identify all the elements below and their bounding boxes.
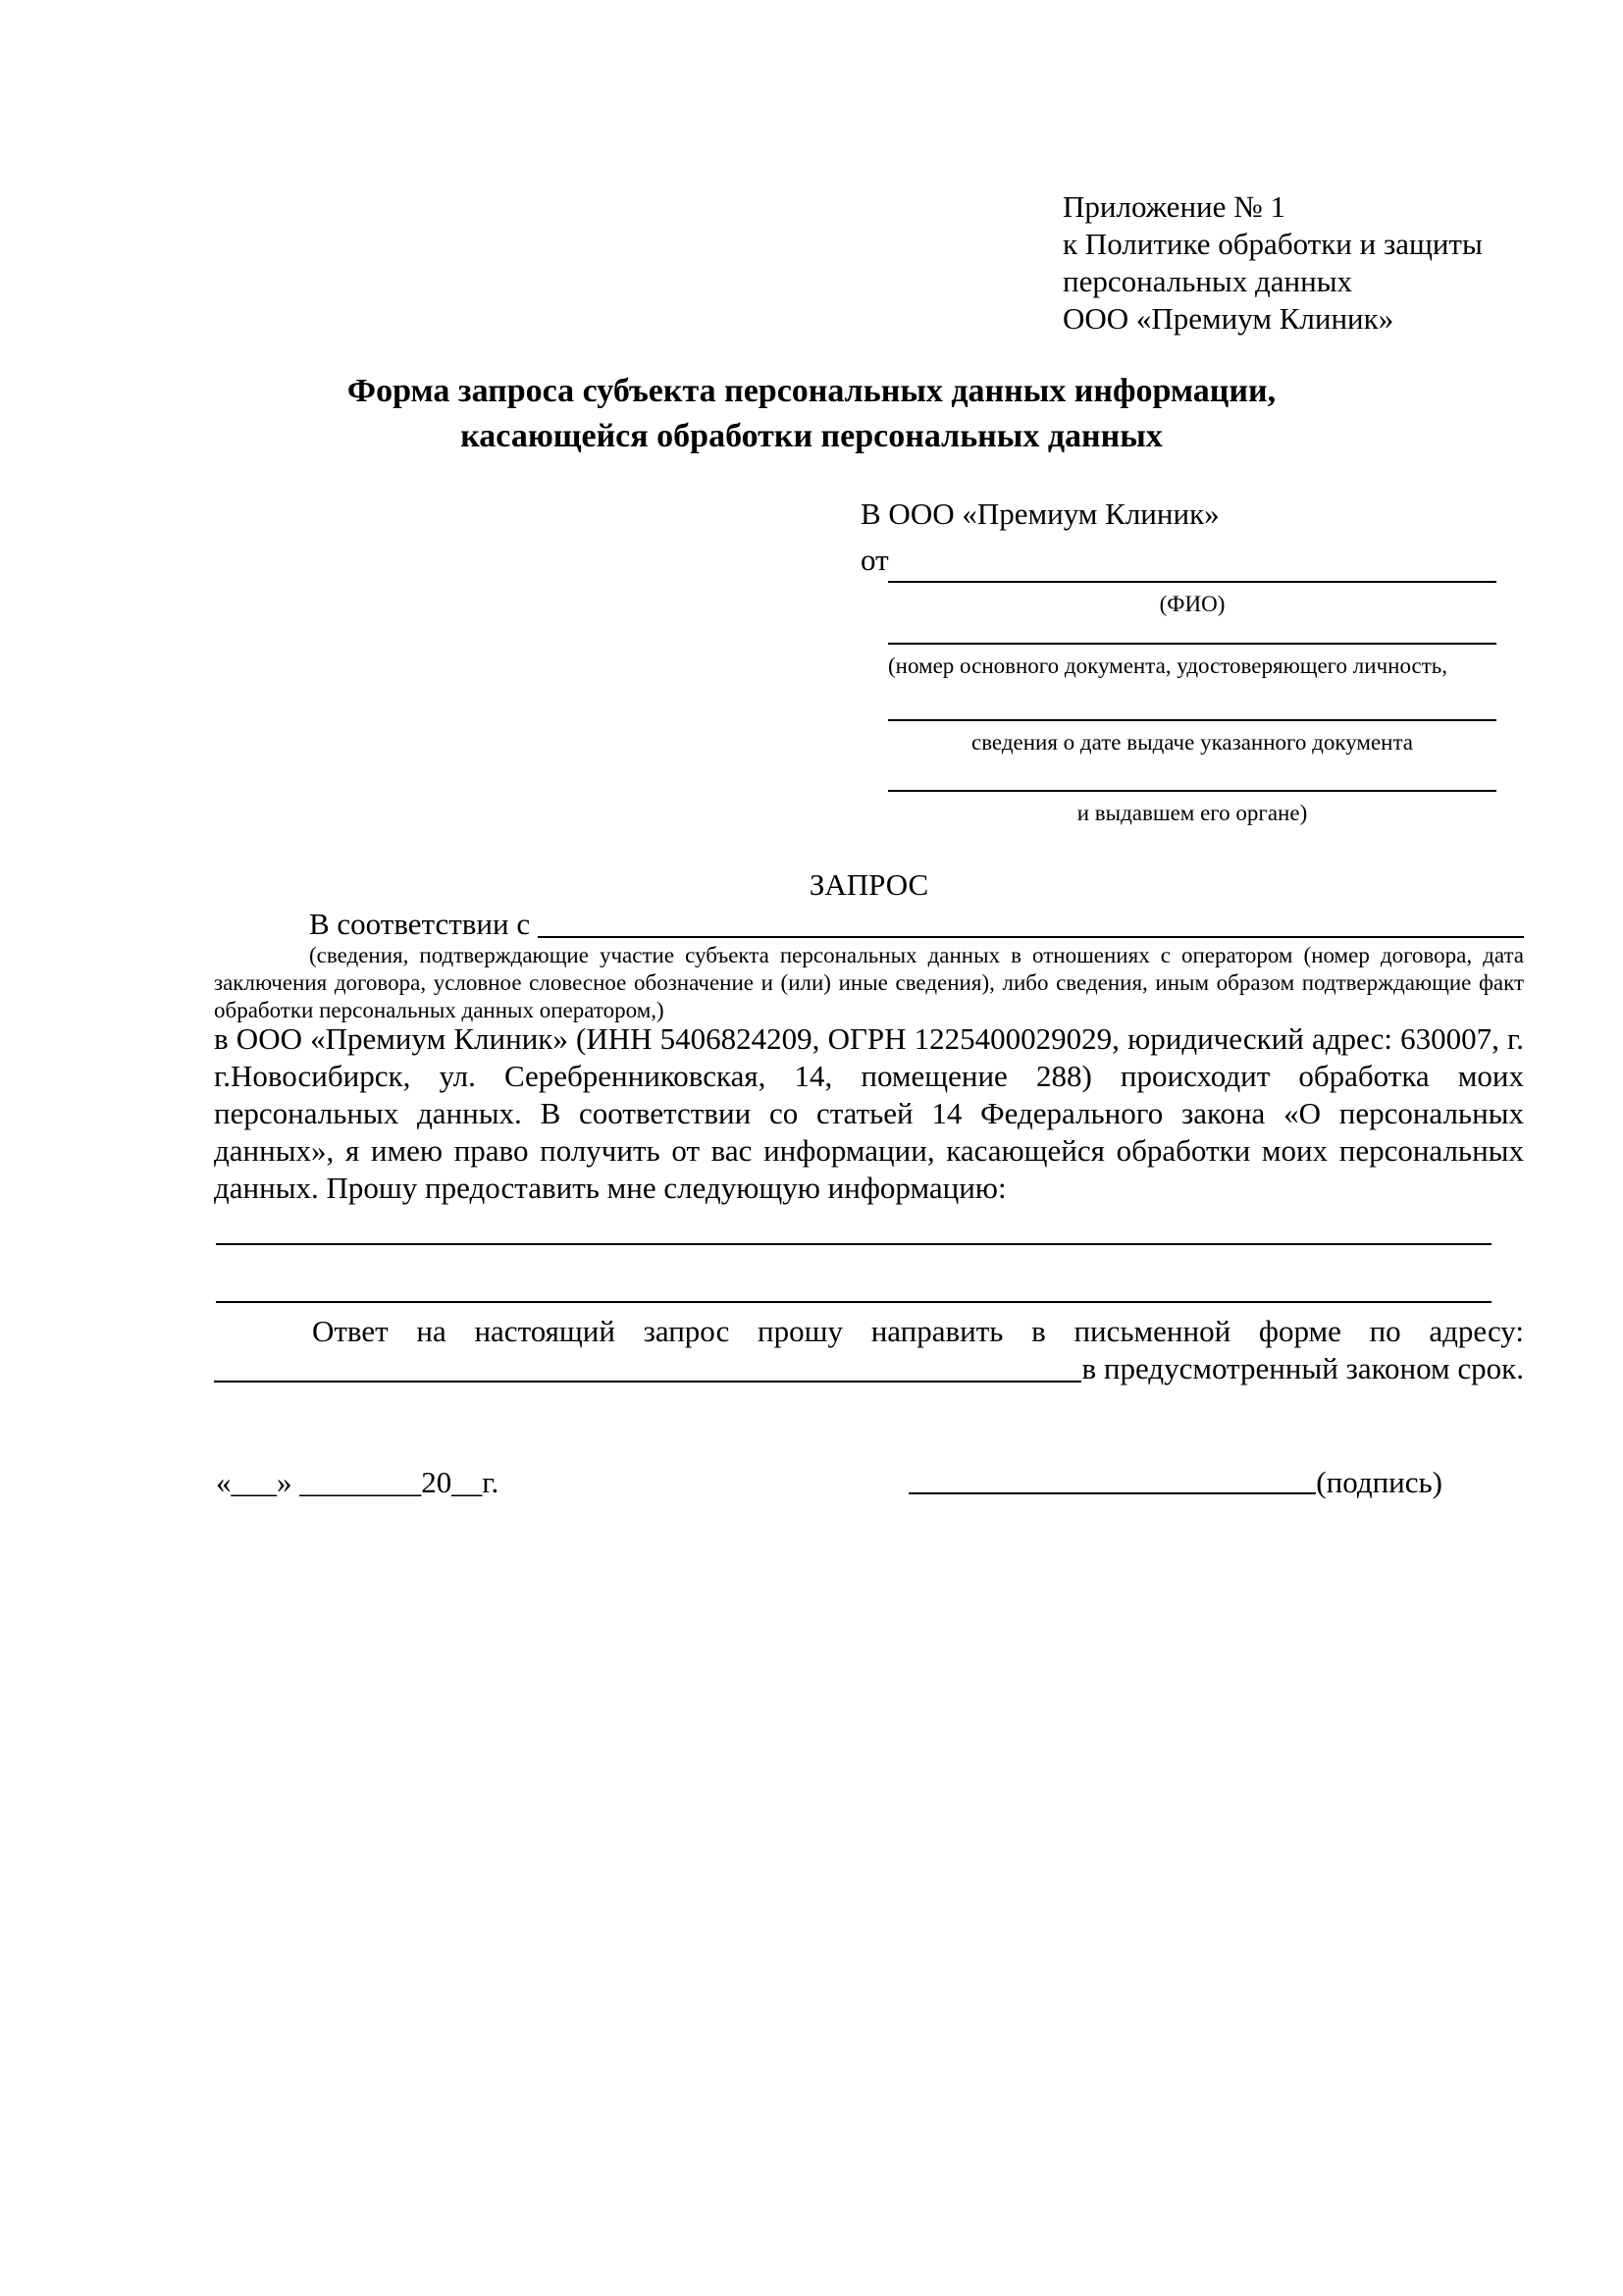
fio-write-line[interactable] xyxy=(888,581,1496,583)
document-title xyxy=(0,369,1623,459)
date-signature-row xyxy=(216,1464,1525,1501)
document-number-write-line[interactable] xyxy=(888,643,1496,645)
addressee-organization: В ООО «Премиум Клиник» xyxy=(861,496,1220,531)
basis-note: (сведения, подтверждающие участие субъекта персональных данных в отношениях с оператором (номер договора, дата заключения договора, условное словесное обозначение и (или) иные сведения), либо сведения, иным образом подтверждающие факт обработки персональных данных оператором,) xyxy=(214,943,1524,1022)
basis-lead-text: В соответствии с xyxy=(309,907,531,941)
document-number-caption: (номер основного документа, удостоверяющего личность, xyxy=(888,653,1448,678)
appendix-header-line: Приложение № 1 xyxy=(1063,189,1285,224)
basis-row xyxy=(214,906,1524,943)
signature-caption: (подпись) xyxy=(1316,1465,1442,1499)
document-issuer-caption: и выдавшем его органе) xyxy=(1076,801,1308,825)
document-title-line2: касающейся обработки персональных данных xyxy=(460,418,1163,454)
addressee-from-label: от xyxy=(861,543,889,577)
fio-caption: (ФИО) xyxy=(1159,592,1226,616)
requested-info-write-line-1[interactable] xyxy=(216,1243,1492,1245)
signature-group xyxy=(909,1464,1442,1501)
reply-address-write-line[interactable] xyxy=(214,1350,1081,1383)
reply-address-row xyxy=(214,1350,1524,1387)
appendix-header-line: к Политике обработки и защиты xyxy=(1063,227,1483,261)
requested-info-write-line-2[interactable] xyxy=(216,1301,1492,1303)
reply-instruction-line: Ответ на настоящий запрос прошу направить в письменной форме по адресу: xyxy=(312,1314,1524,1348)
document-issuer-write-line[interactable] xyxy=(888,790,1496,792)
appendix-header-line: персональных данных xyxy=(1063,264,1353,298)
request-body-paragraph: в ООО «Премиум Клиник» (ИНН 5406824209, ОГРН 1225400029029, юридический адрес: 630007, г. г.Новосибирск, ул. Серебренниковская, 14, помещение 288) происходит обработка моих персональных данных. В соответствии со статьей 14 Федерального закона «О персональных данных», я имею право получить от вас информации, касающейся обработки моих персональных данных. Прошу предоставить мне следующую информацию: xyxy=(214,1021,1524,1205)
signature-write-line[interactable] xyxy=(909,1492,1316,1494)
document-issue-date-caption: сведения о дате выдаче указанного документа xyxy=(970,730,1414,755)
appendix-header xyxy=(1063,188,1483,338)
basis-write-line[interactable] xyxy=(538,906,1524,938)
date-write-line[interactable]: «___» ________20__г. xyxy=(216,1465,499,1499)
reply-deadline-text: в предусмотренный законом срок. xyxy=(1081,1351,1524,1385)
document-issue-date-write-line[interactable] xyxy=(888,719,1496,721)
request-heading: ЗАПРОС xyxy=(809,867,929,902)
document-title-line1: Форма запроса субъекта персональных данных информации, xyxy=(346,373,1277,409)
appendix-header-line: ООО «Премиум Клиник» xyxy=(1063,301,1394,336)
